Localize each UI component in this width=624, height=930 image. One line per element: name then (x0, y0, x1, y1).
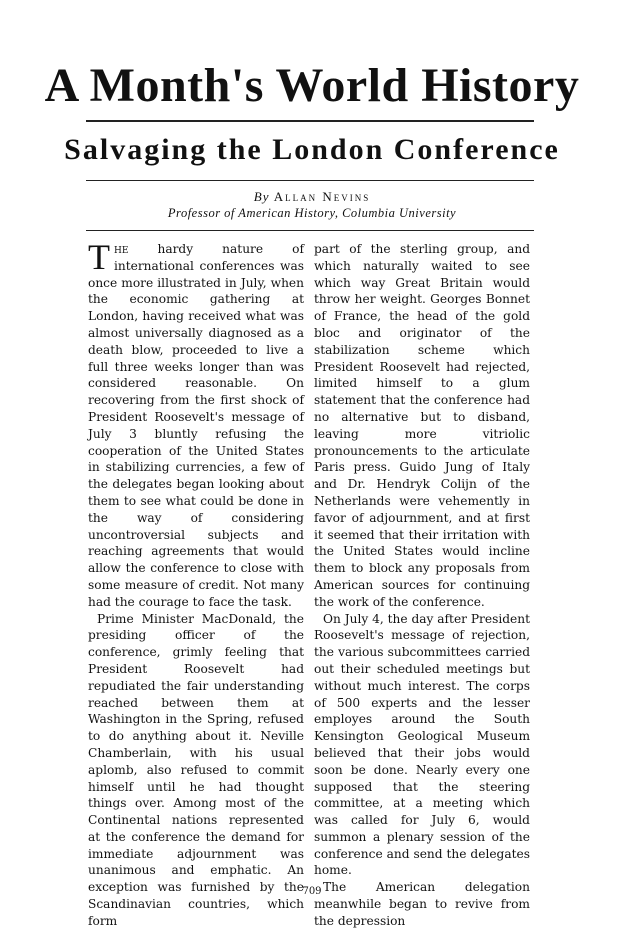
paragraph: part of the sterling group, and which naturally waited to see which way Great Britain would throw her weight. Georges Bonnet of France, the head of the gold bloc and originator of the stabilization scheme which President Roosevelt had rejected, limited himself to a glum statement that the conference had no alternative but to disband, leaving more vitriolic pronouncements to the articulate Paris press. Guido Jung of Italy and Dr. Hendryk Colijn of the Netherlands were vehemently in favor of adjournment, and at first it seemed that their irritation with the United States would incline them to block any proposals from American sources for continuing the work of the conference. (314, 242, 530, 609)
left-column (88, 237, 304, 930)
title-rule (86, 180, 534, 181)
byline-rule (86, 230, 534, 231)
paragraph: The American delegation meanwhile began to revive from the depression (314, 880, 530, 928)
paragraph (88, 237, 304, 611)
article-title: Salvaging the London Conference (64, 133, 560, 166)
lead-caps: he (114, 242, 129, 256)
paragraph: Prime Minister MacDonald, the presiding officer of the conference, grimly feeling that President Roosevelt had repudiated the fair understanding reached between them at Washington in the Spring, refused to do anything about it. Neville Chamberlain, with his usual aplomb, also refused to commit himself until he had thought things over. Among most of the Continental nations represented at the conference the demand for immediate adjournment was unanimous and emphatic. An exception was furnished by the Scandinavian countries, which form (88, 611, 304, 928)
page-number: 709 (302, 886, 322, 897)
right-column (314, 241, 530, 930)
byline-by: By (253, 189, 270, 204)
byline (0, 189, 624, 205)
masthead-rule (86, 120, 534, 122)
byline-author: Allan Nevins (273, 189, 371, 204)
drop-cap: T (88, 237, 110, 277)
masthead-title: A Month's World History (44, 59, 580, 112)
paragraph-text: hardy nature of international conferences was once more illustrated in July, when the economic gathering at London, having received what was almost universally diagnosed as a death blow, proceeded to live a full three weeks longer than was considered reasonable. On recovering from the first shock of President Roosevelt's message of July 3 bluntly refusing the cooperation of the United States in stabilizing currencies, a few of the delegates began looking about them to see what could be done in the way of considering uncontroversial subjects and reaching agreements that would allow the conference to close with some measure of credit. Not many had the courage to face the task. (88, 242, 304, 609)
paragraph: On July 4, the day after President Roosevelt's message of rejection, the various subcommittees carried out their scheduled meetings but without much interest. The corps of 500 experts and the lesser employes around the South Kensington Geological Museum believed that their jobs would soon be done. Nearly every one supposed that the steering committee, at a meeting which was called for July 6, would summon a plenary session of the conference and send the delegates home. (314, 611, 531, 878)
author-affiliation: Professor of American History, Columbia University (167, 206, 457, 220)
